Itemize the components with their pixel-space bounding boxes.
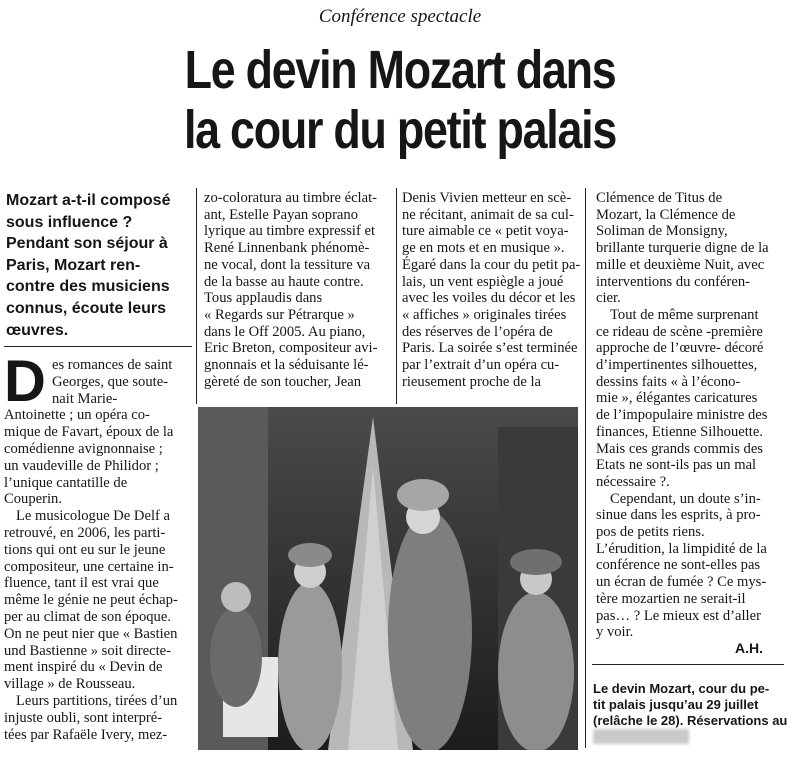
text-line: und Bastienne » soit directe- [4, 642, 171, 659]
text-line: un vaudeville de Philidor ; [4, 457, 159, 474]
text-line: pas… ? Le mieux est d’aller [596, 607, 761, 624]
text-line: Tout de même surprenant [610, 306, 759, 323]
text-line: rieusement proche de la [402, 373, 541, 390]
text-line: Cependant, un doute s’in- [610, 490, 761, 507]
text-line: Eric Breton, compositeur avi- [204, 340, 378, 357]
author-signature: A.H. [735, 640, 763, 656]
info-separator [592, 664, 784, 665]
text-line: (relâche le 28). Réservations au [593, 713, 788, 729]
text-line: Pendant son séjour à [6, 235, 168, 253]
text-line: par l’extrait d’un opéra cu- [402, 357, 560, 373]
text-line: Leurs partitions, tirées d’un [16, 693, 178, 709]
column-rule [585, 188, 586, 748]
text-line: mie », élégantes caricatures [596, 390, 758, 407]
text-line: « affiches » originales tirées [402, 306, 567, 323]
text-line: Etats ne sont-ils pas un mal [596, 457, 757, 474]
text-line: un écran de fumée ? Ce mys- [596, 574, 767, 591]
text-line: Le musicologue De Delf a [16, 508, 170, 525]
text-line: des réserves de l’opéra de [402, 323, 553, 340]
text-line: brillante turquerie digne de la [596, 240, 769, 257]
text-line: Denis Vivien metteur en scè- [402, 190, 572, 206]
headline [68, 40, 732, 160]
text-line: René Linnenbank phénomè- [204, 240, 370, 257]
text-line: gèreté de son toucher, Jean [204, 373, 362, 390]
text-line: Clémence de Titus de [596, 190, 723, 206]
text-line: village » de Rousseau. [4, 676, 136, 693]
text-line: contre des musiciens [6, 278, 170, 296]
text-line: fluence, tant il est vrai que [4, 575, 159, 592]
text-line: Mozart, la Clémence de [596, 206, 736, 223]
text-line: de l’impopulaire ministre des [596, 407, 768, 424]
headline-line-1: Le devin Mozart dans [184, 40, 616, 100]
redacted-phone [593, 729, 689, 744]
text-line: zo-coloratura au timbre éclat- [204, 190, 378, 206]
text-line: per au climat de son époque. [4, 609, 171, 625]
text-line: même le génie ne peut échap- [4, 592, 178, 609]
text-line: approche de l’œuvre- décoré [596, 340, 764, 357]
text-line: œuvres. [6, 321, 69, 339]
text-line: injuste oubli, sont interpré- [4, 709, 163, 726]
text-line: ce rideau de scène -première [596, 323, 763, 340]
text-line: d’impertinentes silhouettes, [596, 357, 758, 373]
column-rule [396, 188, 397, 404]
text-line: ge en mots et en musique ». [402, 240, 565, 257]
text-line: ant, Estelle Payan soprano [204, 206, 359, 223]
text-line: L’érudition, la limpidité de la [596, 540, 767, 557]
text-line: Mozart a-t-il composé [6, 192, 171, 209]
text-line: es romances de saint [52, 357, 173, 373]
text-line: mille et deuxième Nuit, avec [596, 256, 765, 273]
text-line: Tous applaudis dans [204, 290, 323, 307]
text-line: dans le Off 2005. Au piano, [204, 323, 366, 340]
text-line: dessins faits « à l’écono- [596, 373, 741, 390]
text-line: pos de petits riens. [596, 524, 705, 540]
text-line: Le devin Mozart, cour du pe- [593, 681, 770, 696]
text-line: mique de Favart, époux de la [4, 424, 174, 441]
text-line: gnonnais et la séduisante lé- [204, 357, 369, 373]
text-line: comédienne avignonnaise ; [4, 441, 163, 457]
text-line: Soliman de Monsigny, [596, 223, 728, 240]
text-line: de la basse au haute contre. [204, 273, 364, 290]
text-line: ture aimable ce « petit voya- [402, 223, 569, 240]
text-line: y voir. [596, 624, 634, 641]
text-line: Georges, que soute- [52, 373, 169, 390]
text-line: Égaré dans la cour du petit pa- [402, 256, 581, 273]
text-line: cier. [596, 290, 621, 307]
text-line: tère mozartien ne serait-il [596, 590, 746, 607]
text-line: lyrique au timbre expressif et [204, 223, 376, 240]
text-line: Paris, Mozart ren- [6, 256, 141, 274]
text-line: interventions du conféren- [596, 273, 750, 290]
text-line: retrouvé, en 2006, les parti- [4, 525, 166, 541]
text-line: « Regards sur Pétrarque » [204, 306, 355, 323]
text-line: compositeur, une certaine in- [4, 558, 174, 575]
text-line: sous influence ? [6, 213, 133, 231]
text-line: Antoinette ; un opéra co- [4, 407, 150, 424]
text-line: ne récitant, animait de sa cul- [402, 206, 574, 223]
column-rule [4, 346, 192, 347]
kicker: Conférence spectacle [318, 6, 482, 27]
photo-illustration [198, 407, 578, 750]
text-line: l’unique cantatille de [4, 474, 128, 491]
headline-line-2: la cour du petit palais [183, 100, 617, 160]
text-line: tit palais jusqu’au 29 juillet [593, 697, 759, 713]
text-line: lais, un vent espiègle a joué [402, 273, 564, 290]
text-line: On ne peut nier que « Bastien [4, 625, 178, 642]
text-line: ne vocal, dont la tessiture va [204, 256, 371, 273]
text-line: Paris. La soirée s’est terminée [402, 340, 578, 357]
text-line: conférence ne sont-elles pas [596, 557, 761, 574]
text-line: nécessaire ?. [596, 473, 670, 490]
text-line: tions qui ont eu sur le jeune [4, 541, 166, 558]
text-line: avec les voiles du décor et les [402, 290, 576, 307]
text-line: ment inspiré du « Devin de [4, 659, 163, 676]
text-line: Couperin. [4, 491, 62, 508]
stage-photo [198, 407, 578, 750]
text-line: Mais ces grands commis des [596, 440, 763, 457]
column-rule [196, 188, 197, 404]
text-line: finances, Etienne Silhouette. [596, 423, 763, 440]
text-line: nait Marie- [52, 390, 118, 407]
drop-cap: D [4, 349, 46, 414]
text-line: tées par Rafaële Ivery, mez- [4, 726, 168, 743]
text-line: connus, écoute leurs [6, 300, 167, 317]
text-line: sinue dans les esprits, à pro- [596, 507, 761, 524]
